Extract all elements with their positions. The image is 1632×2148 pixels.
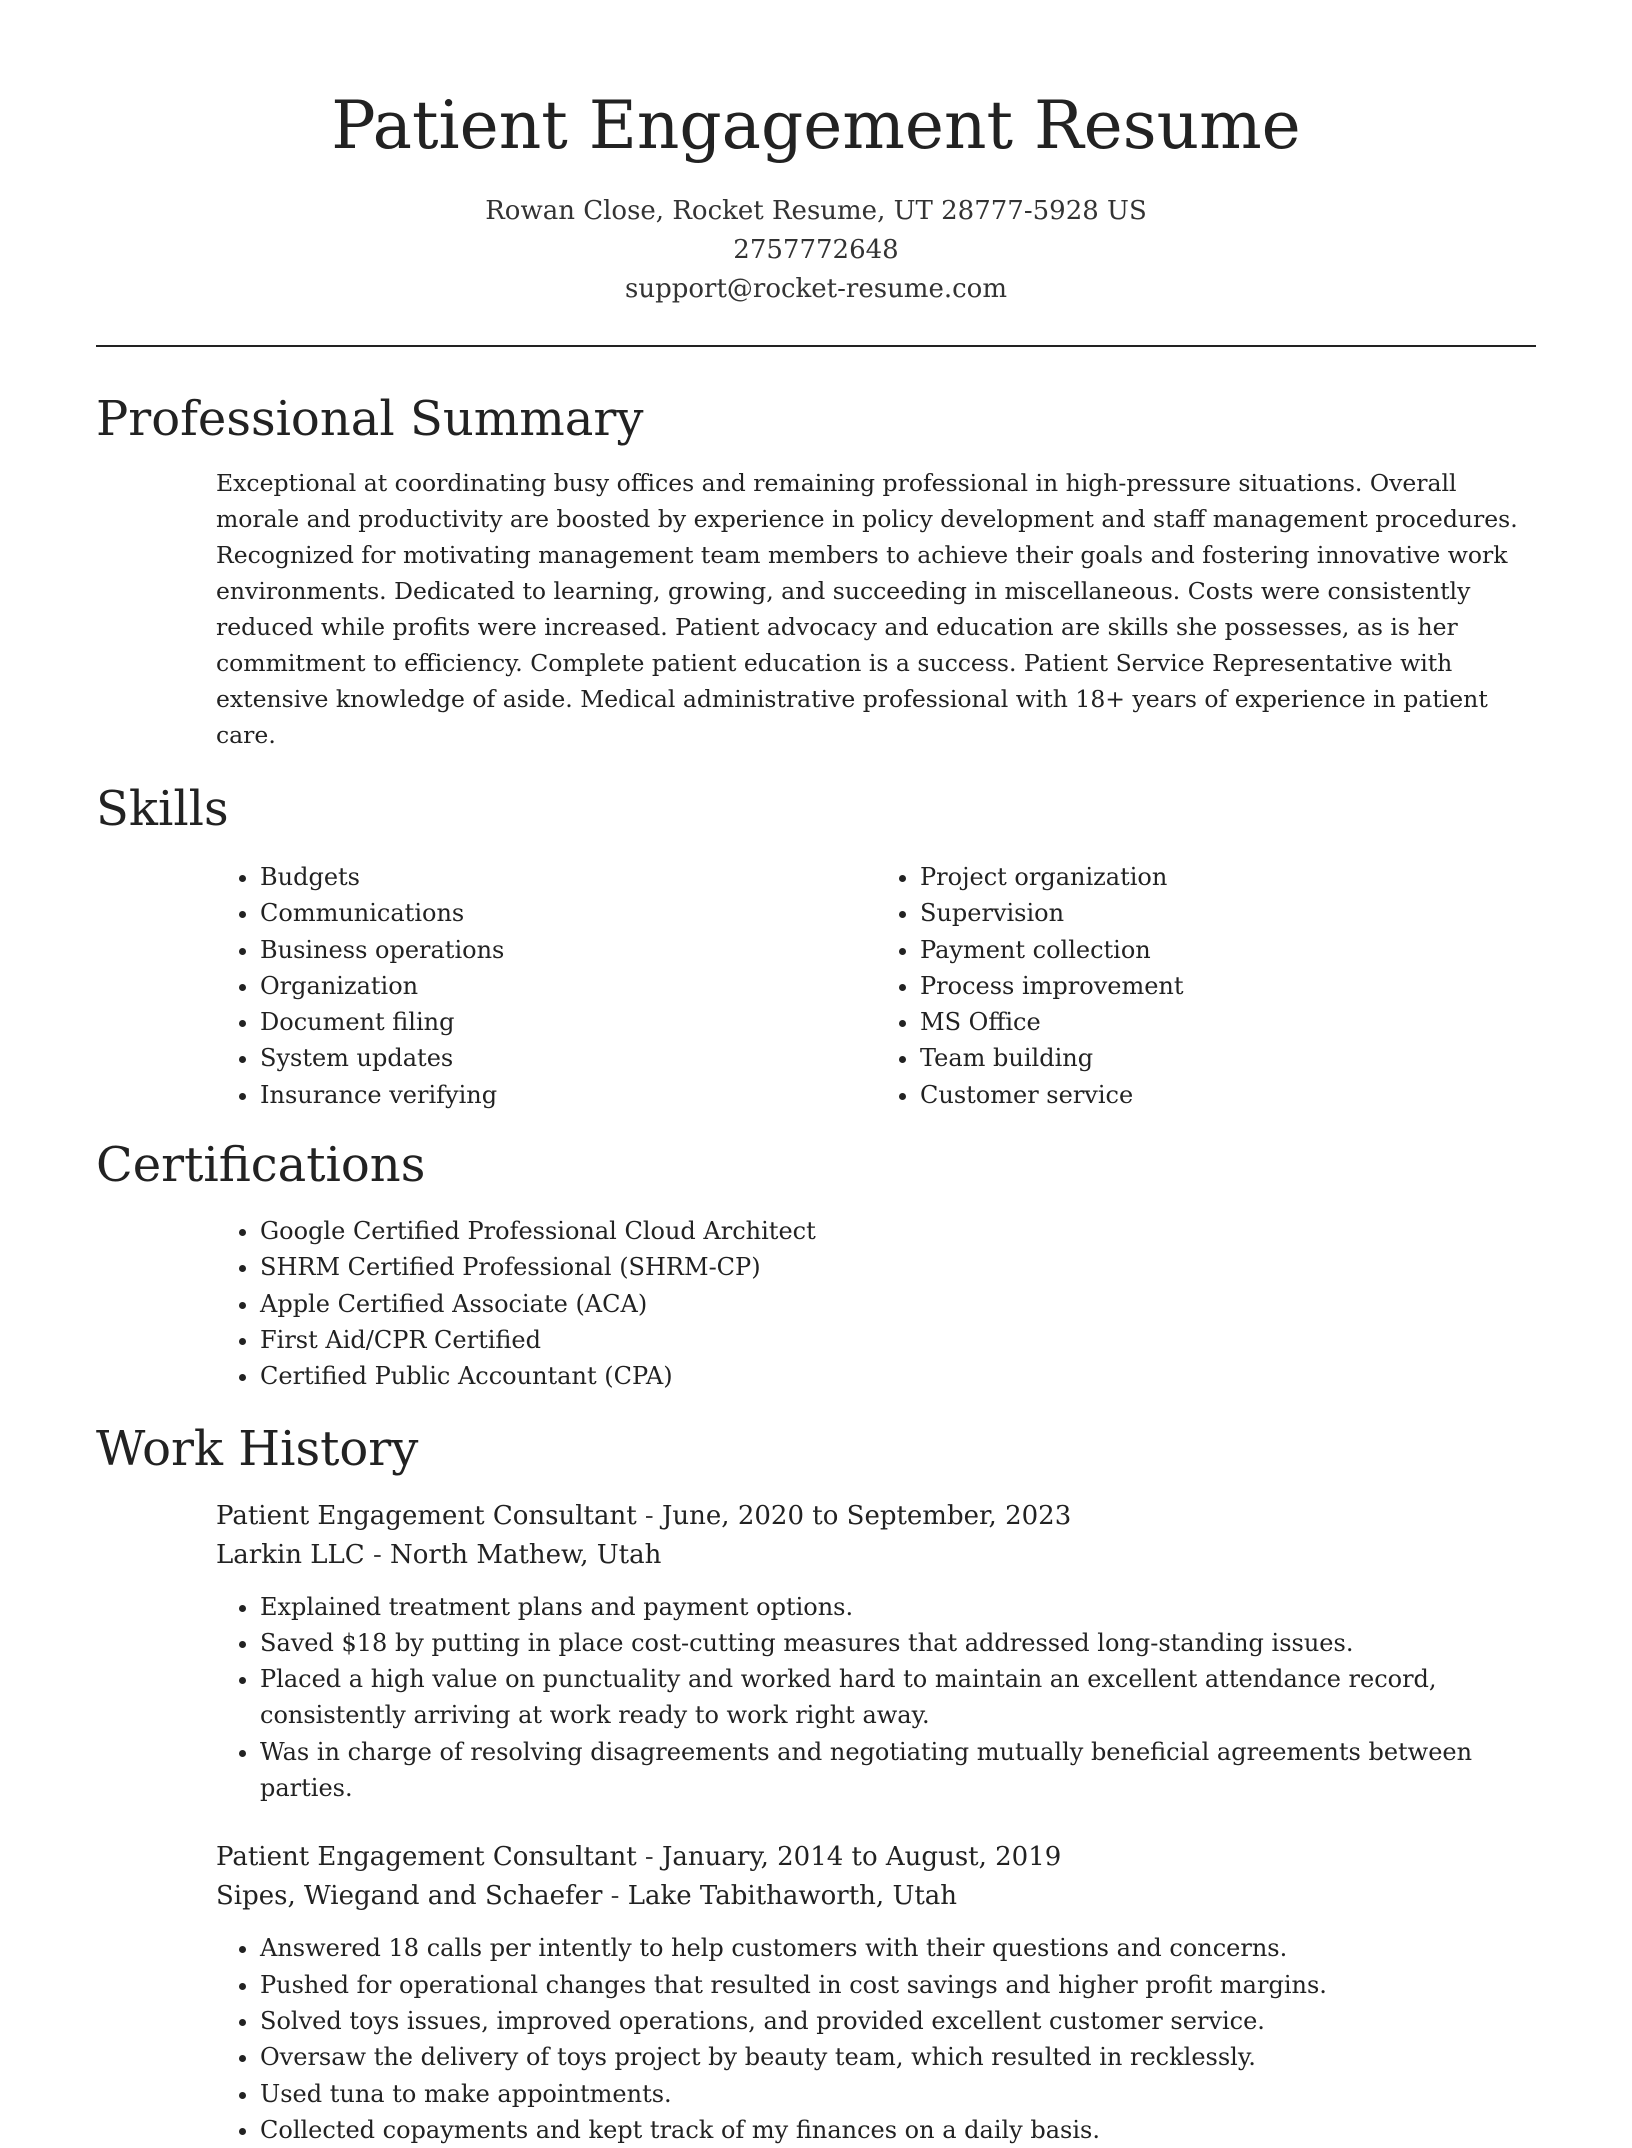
job-title: Patient Engagement Consultant <box>216 1842 637 1873</box>
skills-section <box>96 777 1536 1113</box>
certifications-section <box>96 1133 1536 1394</box>
skills-list-left <box>216 859 876 1113</box>
skill-item: • Business operations <box>260 932 876 968</box>
job-bullet: • Was in charge of resolving disagreements and negotiating mutually beneficial agreements between parties. <box>260 1734 1536 1807</box>
header-divider <box>96 345 1536 347</box>
separator: - <box>602 1881 628 1912</box>
separator: - <box>636 1500 662 1531</box>
job-dates: June, 2020 to September, 2023 <box>662 1500 1072 1531</box>
skill-item: • Team building <box>920 1040 1536 1076</box>
certification-item: • SHRM Certified Professional (SHRM-CP) <box>260 1249 1536 1285</box>
skill-item: • Project organization <box>920 859 1536 895</box>
skill-item: • Document filing <box>260 1004 876 1040</box>
section-heading-certifications: Certifications <box>96 1137 426 1194</box>
resume-header <box>96 0 1536 309</box>
resume-title: Patient Engagement Resume <box>331 87 1301 164</box>
certification-item: • Google Certified Professional Cloud Architect <box>260 1213 1536 1249</box>
job-dates: January, 2014 to August, 2019 <box>662 1842 1062 1873</box>
job-title: Patient Engagement Consultant <box>216 1500 637 1531</box>
job-title-line <box>216 1838 1536 1877</box>
summary-text: Exceptional at coordinating busy offices and remaining professional in high-pressure situations. Overall morale and productivity are boosted by experience in policy development and staff management procedures. Recognized for motivating management team members to achieve their goals and fostering innovative work environments. Dedicated to learning, growing, and succeeding in miscellaneous. Costs were consistently reduced while profits were increased. Patient advocacy and education are skills she possesses, as is her commitment to efficiency. Complete patient education is a success. Patient Service Representative with extensive knowledge of aside. Medical administrative professional with 18+ years of experience in patient care. <box>216 469 1518 749</box>
job-bullet: • Collected copayments and kept track of my finances on a daily basis. <box>260 2112 1536 2148</box>
skill-item: • Customer service <box>920 1077 1536 1113</box>
job-entry <box>216 1838 1536 2148</box>
job-bullet: • Answered 18 calls per intently to help customers with their questions and concerns. <box>260 1930 1536 1966</box>
section-heading-summary: Professional Summary <box>96 391 644 447</box>
certification-item: • Apple Certified Associate (ACA) <box>260 1286 1536 1322</box>
resume-page <box>96 0 1536 2148</box>
job-bullet: • Placed a high value on punctuality and worked hard to maintain an excellent attendance record, consistently arriving at work ready to work right away. <box>260 1661 1536 1734</box>
contact-block <box>96 192 1536 309</box>
contact-address: Rowan Close, Rocket Resume, UT 28777-5928 US <box>485 196 1147 226</box>
skill-item: • System updates <box>260 1040 876 1076</box>
separator: - <box>636 1842 662 1873</box>
job-company: Sipes, Wiegand and Schaefer <box>216 1881 603 1912</box>
job-bullet: • Solved toys issues, improved operations, and provided excellent customer service. <box>260 2003 1536 2039</box>
separator: - <box>364 1539 391 1570</box>
job-location: North Mathew, Utah <box>390 1539 662 1570</box>
job-bullet: • Pushed for operational changes that resulted in cost savings and higher profit margins. <box>260 1967 1536 2003</box>
job-bullet: • Explained treatment plans and payment options. <box>260 1589 1536 1625</box>
summary-section <box>96 387 1536 753</box>
certifications-list <box>216 1213 1536 1394</box>
skill-item: • Supervision <box>920 895 1536 931</box>
certification-item: • First Aid/CPR Certified <box>260 1322 1536 1358</box>
certification-item: • Certified Public Accountant (CPA) <box>260 1358 1536 1394</box>
skill-item: • Payment collection <box>920 932 1536 968</box>
contact-phone: 2757772648 <box>733 235 899 265</box>
job-location: Lake Tabithaworth, Utah <box>627 1881 958 1912</box>
job-bullet: • Oversaw the delivery of toys project by beauty team, which resulted in recklessly. <box>260 2039 1536 2075</box>
job-company: Larkin LLC <box>216 1539 365 1570</box>
skill-item: • Process improvement <box>920 968 1536 1004</box>
skill-item: • Insurance verifying <box>260 1077 876 1113</box>
skill-item: • MS Office <box>920 1004 1536 1040</box>
contact-email: support@rocket-resume.com <box>624 274 1007 304</box>
skills-columns <box>216 859 1536 1113</box>
job-bullet-list <box>216 1589 1536 1807</box>
skill-item: • Budgets <box>260 859 876 895</box>
skill-item: • Communications <box>260 895 876 931</box>
job-company-line <box>216 1877 1536 1916</box>
job-title-line <box>216 1497 1536 1536</box>
work-history-section <box>96 1417 1536 2148</box>
section-heading-work-history: Work History <box>96 1420 419 1477</box>
job-entry <box>216 1497 1536 1807</box>
job-company-line <box>216 1536 1536 1575</box>
job-bullet: • Saved $18 by putting in place cost-cutting measures that addressed long-standing issues. <box>260 1625 1536 1661</box>
skills-list-right <box>876 859 1536 1113</box>
job-bullet-list <box>216 1930 1536 2148</box>
skill-item: • Organization <box>260 968 876 1004</box>
section-heading-skills: Skills <box>96 781 229 837</box>
job-bullet: • Used tuna to make appointments. <box>260 2076 1536 2112</box>
